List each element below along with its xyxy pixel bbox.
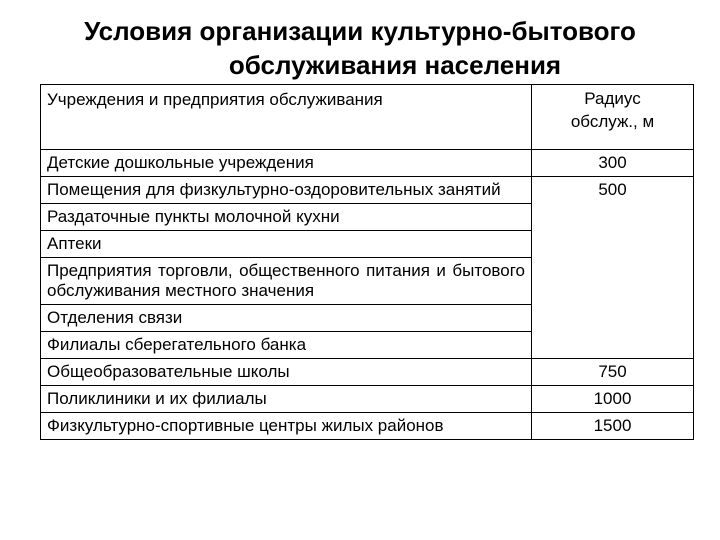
row-name: Филиалы сберегательного банка — [41, 332, 532, 359]
service-radius-table — [40, 84, 694, 440]
row-name: Детские дошкольные учреждения — [41, 150, 532, 177]
row-name: Поликлиники и их филиалы — [41, 386, 532, 413]
row-name: Аптеки — [41, 231, 532, 258]
header-radius-line-2: обслуж., м — [570, 112, 655, 131]
table-row — [41, 359, 694, 386]
row-radius: 750 — [532, 359, 694, 386]
row-radius: 300 — [532, 150, 694, 177]
row-name: Помещения для физкультурно-оздоровительных занятий — [41, 177, 532, 204]
row-name: Физкультурно-спортивные центры жилых районов — [41, 413, 532, 440]
table-row — [41, 386, 694, 413]
table-row — [41, 150, 694, 177]
title-line-2: обслуживания населения — [228, 50, 562, 80]
row-radius: 1000 — [532, 386, 694, 413]
row-name: Раздаточные пункты молочной кухни — [41, 204, 532, 231]
table-header-row — [41, 85, 694, 150]
row-radius: 1500 — [532, 413, 694, 440]
row-name: Отделения связи — [41, 305, 532, 332]
header-institutions: Учреждения и предприятия обслуживания — [41, 85, 532, 150]
title-line-1: Условия организации культурно-бытового — [84, 16, 636, 46]
table-row — [41, 177, 694, 204]
table-row — [41, 413, 694, 440]
page-title — [0, 14, 720, 82]
row-radius: 500 — [532, 177, 694, 359]
header-radius-line-1: Радиус — [584, 89, 641, 108]
row-name: Общеобразовательные школы — [41, 359, 532, 386]
header-radius — [532, 85, 694, 150]
row-name: Предприятия торговли, общественного питания и бытового обслуживания местного значения — [41, 258, 532, 305]
